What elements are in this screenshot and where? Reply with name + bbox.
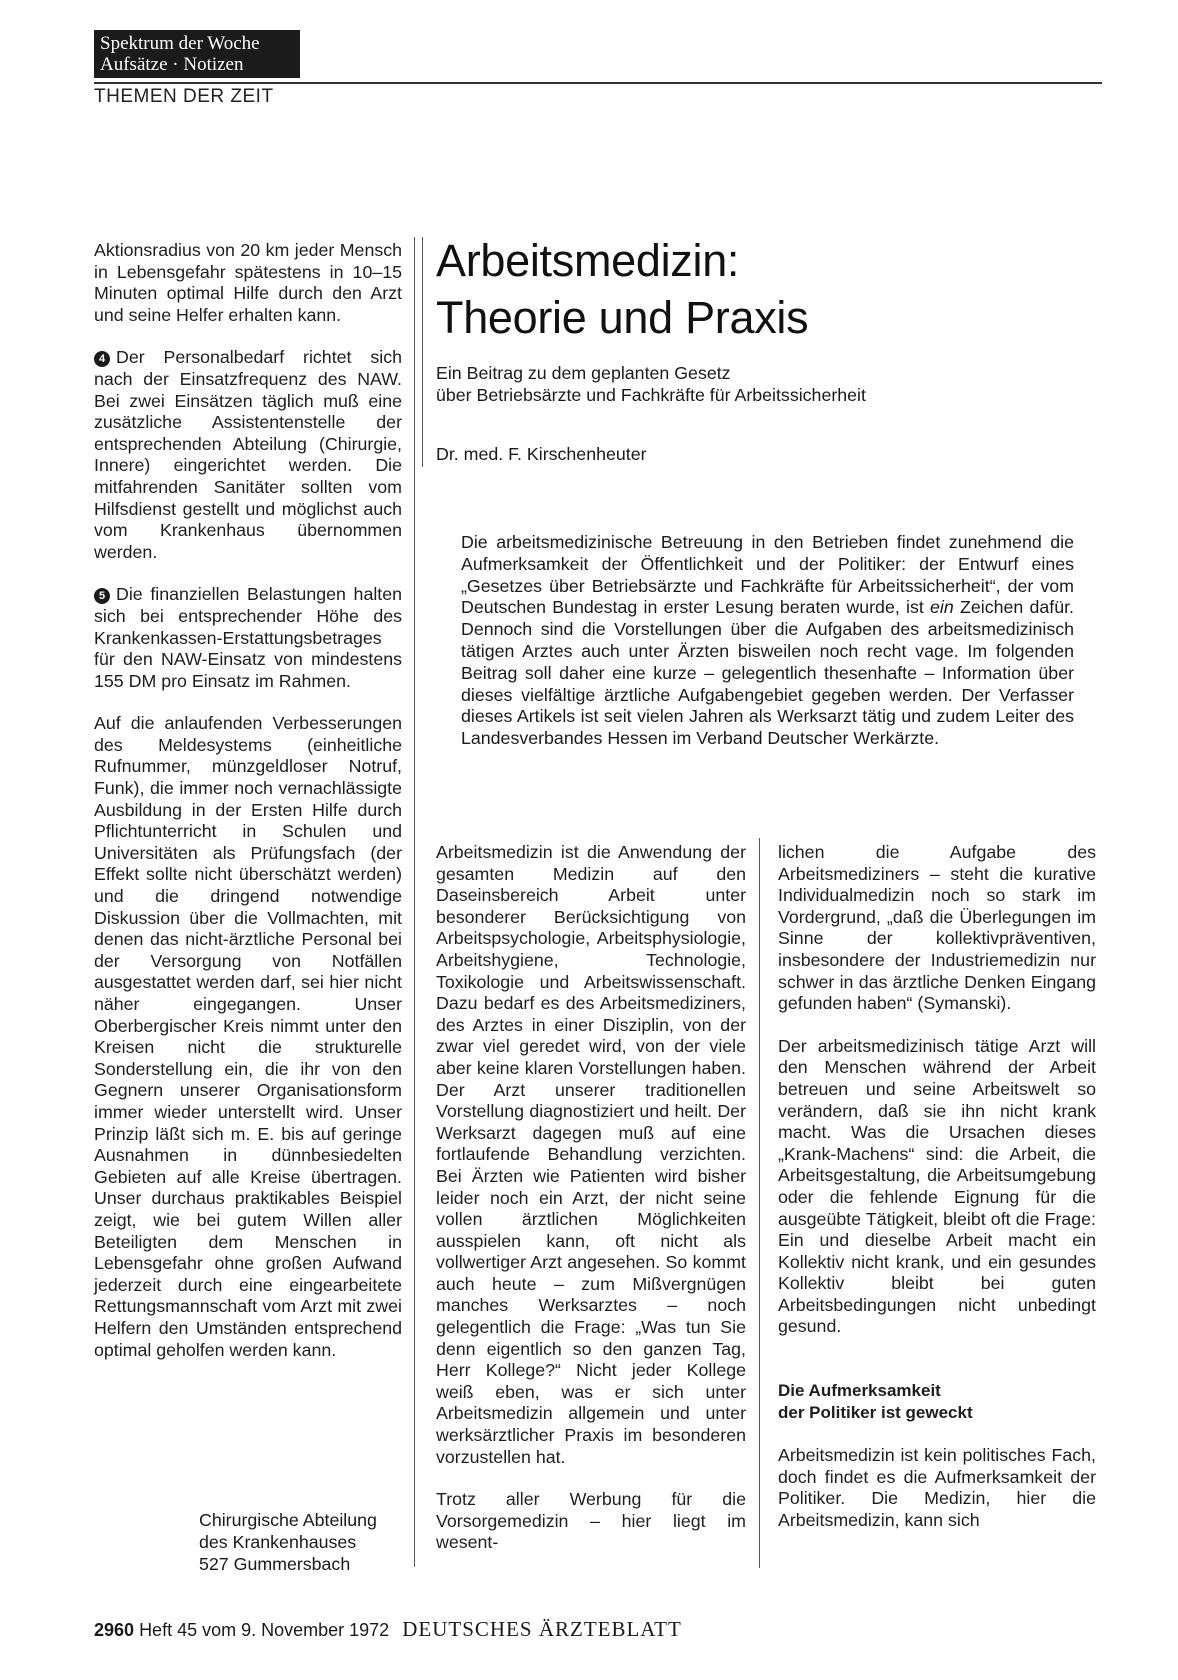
- article-subtitle-line2: über Betriebsärzte und Fachkräfte für Arbeitssicherheit: [436, 385, 866, 405]
- address-line-2: des Krankenhauses: [199, 1532, 357, 1552]
- middle-column: [436, 842, 746, 1554]
- right-paragraph-2: Der arbeitsmedizinisch tätige Arzt will den Menschen während der Arbeit betreuen und seine Arbeitswelt so verändern, daß sie ihn nicht krank macht. Was die Ursachen dieses „Krank-Machens“ sind: die Arbeit, die Arbeitsgestaltung, die Arbeitsumgebung oder die fehlende Eignung für die ausgeübte Tätigkeit, bleibt oft die Frage: Ein und dieselbe Arbeit macht ein Kollektiv nicht krank, und ein gesundes Kollektiv bleibt bei guten Arbeitsbedingungen nicht unbedingt gesund.: [778, 1035, 1096, 1337]
- address-line-1: Chirurgische Abteilung: [199, 1510, 377, 1530]
- article-title: [436, 232, 808, 346]
- article-title-line2: Theorie und Praxis: [436, 292, 809, 343]
- section-title: THEMEN DER ZEIT: [94, 86, 274, 107]
- header-rule: [94, 82, 1102, 84]
- article-subtitle-line1: Ein Beitrag zu dem geplanten Gesetz: [436, 363, 731, 383]
- intro-paragraph: [461, 532, 1074, 750]
- page-footer: [94, 1617, 682, 1642]
- left-column: [94, 240, 402, 1361]
- section-badge-line2: Aufsätze · Notizen: [100, 54, 244, 75]
- column-divider-left: [414, 237, 415, 1567]
- address-line-3: 527 Gummersbach: [199, 1554, 351, 1574]
- left-paragraph-2-text: Der Personalbedarf richtet sich nach der Einsatzfrequenz des NAW. Bei zwei Einsätzen täglich muß eine zusätzliche Assistentenstelle der entsprechenden Abteilung (Chirurgie, Innere) eingerichtet werden. Die mitfahrenden Sanitäter sollten vom Hilfsdienst gestellt und möglichst auch vom Krankenhaus übernommen werden.: [94, 347, 402, 562]
- subheading: [778, 1380, 1096, 1424]
- column-divider-right: [759, 838, 760, 1568]
- article-subtitle: [436, 362, 866, 406]
- middle-paragraph-1: Arbeitsmedizin ist die Anwendung der gesamten Medizin auf den Daseinsbereich Arbeit unter besonderer Berücksichtigung von Arbeitspsychologie, Arbeitsphysiologie, Arbeitshygiene, Technologie, Toxikologie und Arbeitswissenschaft. Dazu bedarf es des Arbeitsmediziners, des Arztes in einer Disziplin, von der zwar viel geredet wird, von der viele aber keine klaren Vorstellungen haben. Der Arzt unserer traditionellen Vorstellung diagnostiziert und heilt. Der Werksarzt dagegen muß auf eine fortlaufende Behandlung verzichten. Bei Ärzten wie Patienten wird bisher leider noch ein Arzt, der nicht seine vollen ärztlichen Möglichkeiten ausspielen kann, oft nicht als vollwertiger Arzt angesehen. So kommt auch heute – zum Mißvergnügen manches Werksarztes – noch gelegentlich die Frage: „Was tun Sie denn eigentlich so den ganzen Tag, Herr Kollege?“ Nicht jeder Kollege weiß eben, was er sich unter Arbeitsmedizin allgemein und unter werksärztlicher Praxis im besonderen vorzustellen hat.: [436, 842, 746, 1467]
- subheading-line1: Die Aufmerksamkeit: [778, 1381, 941, 1401]
- number-4-icon: 4: [94, 351, 110, 367]
- left-paragraph-2: [94, 347, 402, 563]
- intro-text-part2: Zeichen dafür. Dennoch sind die Vorstellungen über die Aufgaben des arbeitsmedizinisch tätigen Arztes auch unter Ärzten bisweilen noch recht vage. Im folgenden Beitrag soll daher eine kurze – gelegentlich thesenhafte – Information über dieses vielfältige ärztliche Aufgabengebiet gegeben werden. Der Verfasser dieses Artikels ist seit vielen Jahren als Werksarzt tätig und zudem Leiter des Landesverbandes Hessen im Verband Deutscher Werkärzte.: [461, 597, 1074, 749]
- column-divider-title: [422, 237, 423, 467]
- issue-info: Heft 45 vom 9. November 1972: [139, 1620, 390, 1640]
- number-5-icon: 5: [94, 588, 110, 604]
- right-column: [778, 842, 1096, 1531]
- right-paragraph-3: Arbeitsmedizin ist kein politisches Fach, doch findet es die Aufmerksamkeit der Politiker. Die Medizin, hier die Arbeitsmedizin, kann sich: [778, 1445, 1096, 1530]
- subheading-line2: der Politiker ist geweckt: [778, 1403, 973, 1423]
- left-paragraph-3-text: Die finanziellen Belastungen halten sich bei entsprechender Höhe des Krankenkassen-Erstattungsbetrages für den NAW-Einsatz von mindestens 155 DM pro Einsatz im Rahmen.: [94, 584, 402, 691]
- article-title-line1: Arbeitsmedizin:: [436, 235, 740, 286]
- right-paragraph-1: lichen die Aufgabe des Arbeitsmediziners – steht die kurative Individualmedizin noch so stark im Vordergrund, „daß die Überlegungen im Sinne der kollektivpräventiven, insbesondere der Industriemedizin nur schwer in das ärztliche Denken Eingang gefunden haben“ (Symanski).: [778, 842, 1096, 1014]
- article-intro: [461, 532, 1074, 750]
- left-paragraph-4: Auf die anlaufenden Verbesserungen des Meldesystems (einheitliche Rufnummer, münzgeldloser Notruf, Funk), die immer noch vernachlässigte Ausbildung in der Ersten Hilfe durch Pflichtunterricht in Schulen und Universitäten als Prüfungsfach (der Effekt sollte nicht überschätzt werden) und die dringend notwendige Diskussion über die Vollmachten, mit denen das nicht-ärztliche Personal bei der Versorgung von Notfällen ausgestattet werden darf, sei hier nicht näher eingegangen. Unser Oberbergischer Kreis nimmt unter den Kreisen nicht die strukturelle Sonderstellung ein, die ihr von den Gegnern unserer Organisationsform immer wieder unterstellt wird. Unser Prinzip läßt sich m. E. bis auf geringe Ausnahmen in dünnbesiedelten Gebieten auf alle Kreise übertragen. Unser durchaus praktikables Beispiel zeigt, wie bei gutem Willen aller Beteiligten dem Menschen in Lebensgefahr ohne großen Aufwand jederzeit durch eine eingearbeitete Rettungsmannschaft vom Arzt mit zwei Helfern den Umständen entsprechend optimal geholfen werden kann.: [94, 713, 402, 1360]
- left-paragraph-1: Aktionsradius von 20 km jeder Mensch in Lebensgefahr spätestens in 10–15 Minuten optimal Hilfe durch den Arzt und seine Helfer erhalten kann.: [94, 240, 402, 325]
- left-paragraph-3: [94, 584, 402, 692]
- intro-emphasis: ein: [930, 597, 954, 618]
- intro-text-part1: Die arbeitsmedizinische Betreuung in den Betrieben findet zunehmend die Aufmerksamkeit der Öffentlichkeit und der Politiker: der Entwurf eines „Gesetzes über Betriebsärzte und Fachkräfte für Arbeitssicherheit“, der vom Deutschen Bundestag in erster Lesung beraten wurde, ist: [461, 532, 1074, 618]
- page-number: 2960: [94, 1620, 135, 1640]
- journal-name: DEUTSCHES ÄRZTEBLATT: [402, 1617, 682, 1641]
- section-badge-line1: Spektrum der Woche: [100, 33, 260, 54]
- middle-paragraph-2: Trotz aller Werbung für die Vorsorgemedizin – hier liegt im wesent-: [436, 1489, 746, 1553]
- section-badge: [94, 30, 300, 78]
- article-author: Dr. med. F. Kirschenheuter: [436, 444, 647, 464]
- author-address: [199, 1509, 377, 1575]
